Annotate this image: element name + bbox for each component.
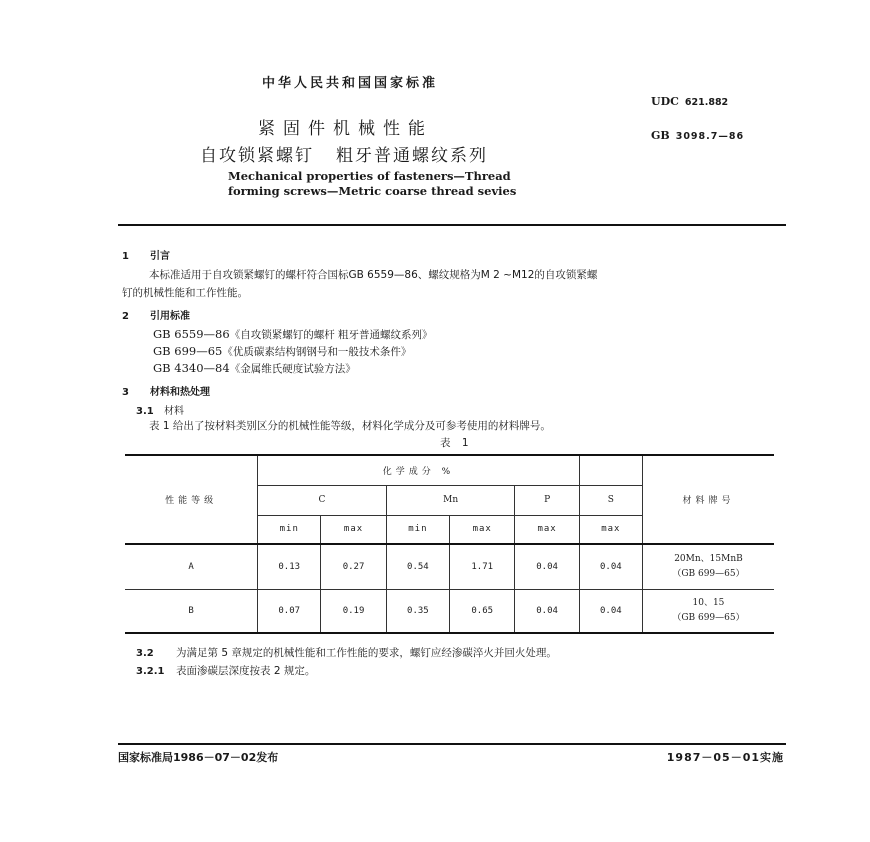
cell-mn-max: 0.65 (449, 589, 514, 633)
reference-title: 《金属维氏硬度试验方法》 (229, 363, 356, 375)
reference-title: 《优质碳素结构钢钢号和一般技术条件》 (222, 346, 412, 358)
section-1-heading (122, 247, 170, 262)
title-line2-part-a: 自攻锁紧螺钉 (200, 146, 314, 166)
section-2-heading (122, 307, 190, 322)
header-blank (579, 455, 642, 485)
section-number: 2 (122, 311, 129, 322)
title-english-line1: Mechanical properties of fasteners—Thread (228, 169, 511, 183)
section-1-para-line1: 本标准适用于自攻锁紧螺钉的螺杆符合国标GB 6559—86、螺纹规格为M 2 ~M12的自攻锁紧螺 (149, 269, 598, 281)
section-number: 3.2 (136, 648, 154, 659)
section-text: 表面渗碳层深度按表 2 规定。 (176, 665, 316, 677)
cell-c-max: 0.19 (321, 589, 386, 633)
cell-mn-max: 1.71 (449, 544, 514, 589)
material-standard: （GB 699—65） (672, 612, 745, 623)
title-chinese-line1: 紧固件机械性能 (258, 119, 433, 139)
section-title: 材料 (164, 406, 184, 417)
national-standard-heading: 中华人民共和国国家标准 (262, 76, 439, 91)
cell-c-max: 0.27 (321, 544, 386, 589)
material-grades: 20Mn、15MnB (674, 553, 743, 564)
reference-code: GB 6559—86 (153, 327, 230, 341)
section-3-2-1 (136, 663, 315, 678)
header-element-p: P (515, 485, 579, 515)
section-3-2 (136, 645, 557, 660)
cell-material (642, 589, 774, 633)
effective-date: 1987－05－01实施 (666, 751, 784, 764)
reference-code: GB 699—65 (153, 344, 223, 358)
material-standard: （GB 699—65） (672, 568, 745, 579)
cell-p-max: 0.04 (515, 544, 579, 589)
udc-label: UDC (651, 95, 679, 108)
footer-divider (118, 743, 786, 745)
section-3-heading (122, 383, 210, 398)
udc-value: 621.882 (684, 97, 729, 108)
header-material: 材料牌号 (642, 455, 774, 544)
cell-grade: B (125, 589, 258, 633)
section-title: 引言 (150, 251, 170, 262)
subheader-s-max: max (579, 515, 642, 544)
header-grade: 性能等级 (125, 455, 258, 544)
issue-date: 国家标准局1986－07－02发布 (118, 751, 279, 764)
gb-label: GB (651, 129, 670, 142)
table-1 (125, 454, 774, 634)
title-line2-part-b: 粗牙普通螺纹系列 (336, 146, 488, 166)
table-row (125, 544, 774, 589)
title-chinese-line2 (200, 141, 488, 166)
cell-mn-min: 0.54 (386, 544, 449, 589)
section-text: 为满足第 5 章规定的机械性能和工作性能的要求，螺钉应经渗碳淬火并回火处理。 (176, 647, 557, 659)
cell-grade: A (125, 544, 258, 589)
title-english-line2: forming screws—Metric coarse thread sevies (228, 184, 517, 198)
table-caption: 表 1 (440, 437, 473, 449)
header-composition: 化学成分 % (258, 455, 580, 485)
section-title: 引用标准 (150, 311, 190, 322)
section-number: 3.2.1 (136, 666, 165, 677)
cell-p-max: 0.04 (515, 589, 579, 633)
section-number: 3 (122, 387, 129, 398)
section-title: 材料和热处理 (150, 387, 210, 398)
header-element-mn: Mn (386, 485, 515, 515)
material-grades: 10、15 (692, 597, 725, 608)
cell-s-max: 0.04 (579, 544, 642, 589)
subheader-mn-max: max (449, 515, 514, 544)
cell-c-min: 0.13 (258, 544, 321, 589)
subheader-c-max: max (321, 515, 386, 544)
gb-code (651, 129, 744, 142)
section-1-para-line2: 钉的机械性能和工作性能。 (122, 287, 248, 299)
reference-code: GB 4340—84 (153, 361, 230, 375)
header-element-s: S (579, 485, 642, 515)
reference-item (153, 361, 356, 376)
subheader-mn-min: min (386, 515, 449, 544)
header-element-c: C (258, 485, 387, 515)
table-row (125, 589, 774, 633)
subheader-p-max: max (515, 515, 579, 544)
udc-code (651, 95, 728, 108)
reference-title: 《自攻锁紧螺钉的螺杆 粗牙普通螺纹系列》 (229, 329, 433, 341)
cell-c-min: 0.07 (258, 589, 321, 633)
cell-mn-min: 0.35 (386, 589, 449, 633)
subheader-c-min: min (258, 515, 321, 544)
header-divider (118, 224, 786, 226)
gb-value: 3098.7—86 (675, 131, 745, 142)
cell-s-max: 0.04 (579, 589, 642, 633)
cell-material (642, 544, 774, 589)
section-3-1-text: 表 1 给出了按材料类别区分的机械性能等级，材料化学成分及可参考使用的材料牌号。 (149, 420, 551, 432)
reference-item (153, 344, 411, 359)
section-number: 1 (122, 251, 129, 262)
reference-item (153, 327, 433, 342)
section-3-1-heading (136, 402, 184, 417)
section-number: 3.1 (136, 406, 154, 417)
